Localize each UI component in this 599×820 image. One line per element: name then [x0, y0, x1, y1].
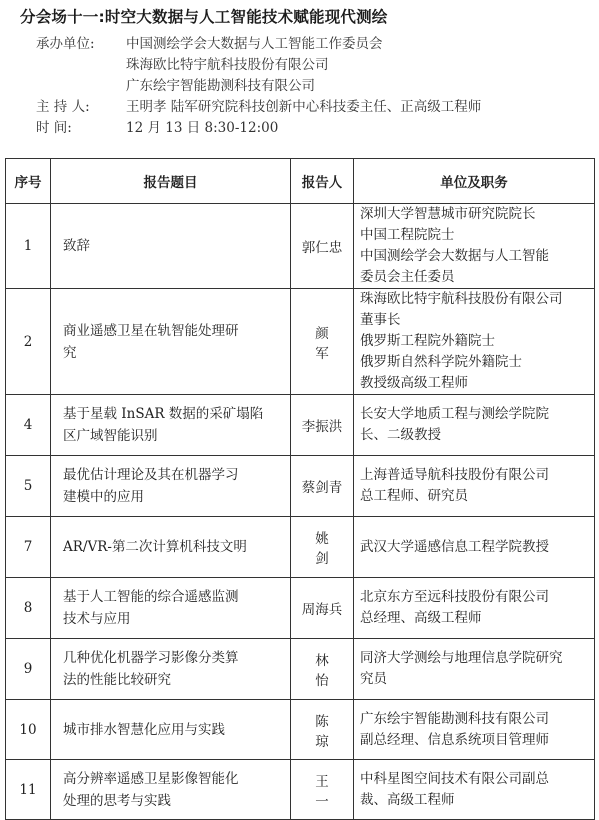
time-value: 12 月 13 日 8:30-12:00: [126, 120, 279, 136]
header-speaker: 报告人: [291, 159, 354, 204]
affiliation-line: 中国工程院院士: [360, 227, 455, 243]
speaker-name: 郭仁忠: [291, 204, 354, 289]
speaker-affiliation: [354, 760, 595, 820]
topic-line: 技术与应用: [63, 611, 131, 627]
topic-line: 高分辨率遥感卫星影像智能化: [63, 770, 239, 787]
row-number: 8: [6, 578, 51, 639]
host-label: 主 持 人:: [36, 99, 90, 115]
speaker-affiliation: [354, 456, 595, 517]
affiliation-line: 俄罗斯自然科学院外籍院士: [360, 354, 522, 370]
topic-line: 处理的思考与实践: [63, 792, 171, 809]
report-topic: [51, 760, 291, 820]
topic-line: 城市排水智慧化应用与实践: [63, 721, 225, 738]
speaker-affiliation: [354, 639, 595, 700]
time-row: [36, 118, 481, 139]
speaker-name: 颜军: [291, 289, 354, 395]
report-topic: [51, 639, 291, 700]
speaker-name: 蔡剑青: [291, 456, 354, 517]
speaker-affiliation: [354, 517, 595, 578]
affiliation-line: 上海普适导航科技股份有限公司: [360, 467, 549, 483]
report-topic: [51, 517, 291, 578]
affiliation-line: 武汉大学遥感信息工程学院教授: [360, 538, 549, 555]
host-row: [36, 97, 481, 118]
affiliation-line: 中国测绘学会大数据与人工智能: [360, 248, 549, 264]
speaker-affiliation: [354, 578, 595, 639]
speaker-name: 林怡: [291, 639, 354, 700]
time-label: 时 间:: [36, 120, 72, 136]
organizer-1: 中国测绘学会大数据与人工智能工作委员会: [126, 36, 383, 52]
speaker-name: 陈琼: [291, 700, 354, 760]
topic-line: 建模中的应用: [63, 489, 144, 505]
topic-line: 几种优化机器学习影像分类算: [63, 650, 239, 666]
report-topic: [51, 204, 291, 289]
row-number: 5: [6, 456, 51, 517]
affiliation-line: 珠海欧比特宇航科技股份有限公司: [360, 291, 563, 307]
header-topic: 报告题目: [51, 159, 291, 204]
row-number: 10: [6, 700, 51, 760]
affiliation-line: 董事长: [360, 312, 401, 328]
row-number: 9: [6, 639, 51, 700]
report-topic: [51, 289, 291, 395]
organizer-label: 承办单位:: [36, 36, 95, 52]
table-header-row: [6, 159, 595, 204]
row-number: 7: [6, 517, 51, 578]
affiliation-line: 中科星图空间技术有限公司副总: [360, 770, 549, 787]
affiliation-line: 同济大学测绘与地理信息学院研究: [360, 650, 563, 666]
topic-line: AR/VR-第二次计算机科技文明: [63, 539, 247, 555]
topic-line: 最优估计理论及其在机器学习: [63, 467, 239, 483]
speaker-affiliation: [354, 700, 595, 760]
topic-line: 基于人工智能的综合遥感监测: [63, 589, 239, 605]
affiliation-line: 委员会主任委员: [360, 269, 455, 285]
table-row: [6, 517, 595, 578]
speaker-name: 王一: [291, 760, 354, 820]
row-number: 11: [6, 760, 51, 820]
speaker-affiliation: [354, 289, 595, 395]
affiliation-line: 俄罗斯工程院外籍院士: [360, 333, 495, 349]
table-row: [6, 395, 595, 456]
affiliation-line: 总工程师、研究员: [360, 488, 468, 504]
schedule-table: [5, 158, 595, 820]
header-unit: 单位及职务: [354, 159, 595, 204]
affiliation-line: 长、二级教授: [360, 427, 441, 443]
organizer-3: 广东绘宇智能勘测科技有限公司: [126, 78, 315, 94]
table-row: [6, 700, 595, 760]
page-title: 分会场十一:时空大数据与人工智能技术赋能现代测绘: [20, 8, 388, 26]
affiliation-line: 副总经理、信息系统项目管理师: [360, 731, 549, 748]
topic-line: 致辞: [63, 238, 90, 254]
speaker-affiliation: [354, 395, 595, 456]
speaker-affiliation: [354, 204, 595, 289]
speaker-name: 姚剑: [291, 517, 354, 578]
affiliation-line: 广东绘宇智能勘测科技有限公司: [360, 710, 549, 727]
table-row: [6, 456, 595, 517]
topic-line: 究: [63, 344, 77, 361]
topic-line: 法的性能比较研究: [63, 672, 171, 688]
row-number: 1: [6, 204, 51, 289]
affiliation-line: 教授级高级工程师: [360, 375, 468, 391]
organizer-2: 珠海欧比特宇航科技股份有限公司: [126, 57, 329, 73]
affiliation-line: 北京东方至远科技股份有限公司: [360, 589, 549, 605]
report-topic: [51, 456, 291, 517]
session-info: [36, 34, 481, 139]
speaker-name: 周海兵: [291, 578, 354, 639]
table-row: [6, 760, 595, 820]
table-row: [6, 289, 595, 395]
topic-line: 区广域智能识别: [63, 428, 158, 444]
topic-line: 商业遥感卫星在轨智能处理研: [63, 322, 239, 339]
header-number: 序号: [6, 159, 51, 204]
table-row: [6, 578, 595, 639]
affiliation-line: 长安大学地质工程与测绘学院院: [360, 406, 549, 422]
affiliation-line: 总经理、高级工程师: [360, 610, 482, 626]
affiliation-line: 深圳大学智慧城市研究院院长: [360, 206, 536, 222]
report-topic: [51, 578, 291, 639]
row-number: 2: [6, 289, 51, 395]
speaker-name: 李振洪: [291, 395, 354, 456]
report-topic: [51, 395, 291, 456]
organizer-row: [36, 34, 481, 55]
row-number: 4: [6, 395, 51, 456]
topic-line: 基于星载 InSAR 数据的采矿塌陷: [63, 406, 264, 422]
affiliation-line: 究员: [360, 671, 387, 687]
table-row: [6, 204, 595, 289]
report-topic: [51, 700, 291, 760]
table-row: [6, 639, 595, 700]
affiliation-line: 裁、高级工程师: [360, 791, 455, 808]
host-value: 王明孝 陆军研究院科技创新中心科技委主任、正高级工程师: [126, 99, 482, 115]
